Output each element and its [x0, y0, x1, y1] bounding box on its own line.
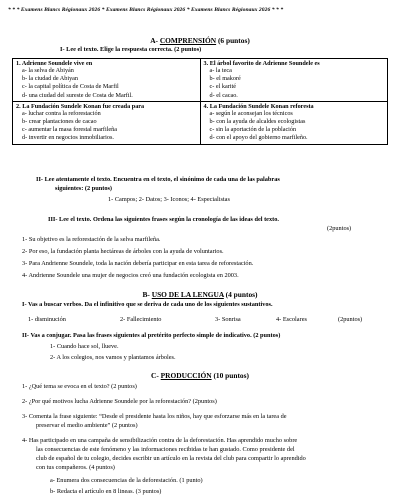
- production-question-3-line1: 3- Comenta la frase siguiente: “Desde el presidente hasta los niños, hay que esforzarse más en la tarea de: [22, 413, 287, 420]
- noun-2: 2- Fallecimiento: [120, 316, 162, 323]
- nouns-points: (2puntos): [338, 316, 363, 323]
- question-1-option-b[interactable]: b- la ciudad de Abiyan: [22, 75, 79, 83]
- section-b-part1-title: I- Vas a buscar verbos. Da el infinitivo que se deriva de cada uno de los siguientes sustantivos.: [22, 301, 273, 308]
- section-c-prefix: C-: [151, 371, 161, 380]
- section-a-part3-points: (2puntos): [327, 225, 352, 232]
- noun-4: 4- Escolares: [276, 316, 307, 323]
- question-1-option-c[interactable]: c- la capital política de Costa de Marfil: [22, 83, 119, 91]
- section-b-word: USO DE LA LENGUA: [151, 290, 224, 299]
- question-cell-3: [200, 59, 388, 102]
- question-1-text: 1. Adrienne Soundele vive en: [16, 60, 93, 67]
- section-a-word: COMPRENSIÓN: [159, 36, 217, 45]
- question-4-option-c[interactable]: c- sin la aportación de la población: [209, 126, 297, 134]
- question-2-option-d[interactable]: d- invertir en negocios inmobiliarios.: [22, 134, 114, 142]
- section-a-part2-line1: II- Lee atentamente el texto. Encuentra en el texto, el sinónimo de cada una de las palabras: [36, 176, 280, 183]
- conjugate-sentence-1: 1- Cuando hace sol, llueve.: [50, 343, 119, 350]
- question-3-option-d[interactable]: d- el cacao.: [209, 91, 238, 99]
- section-b-title: [0, 290, 400, 299]
- production-question-2: 2- ¿Por qué motivos lucha Adrienne Soundele por la reforestación? (2puntos): [22, 398, 217, 405]
- section-a-suffix: (6 puntos): [216, 36, 250, 45]
- exam-header-banner: * * * Examens Blancs Régionaux 2026 * Examens Blancs Régionaux 2026 * Examens Blancs Régionaux 2026 * * *: [8, 7, 284, 13]
- section-a-part1-title: I- Lee el texto. Elige la respuesta correcta. (2 puntos): [60, 46, 202, 53]
- section-b-suffix: (4 puntos): [223, 290, 258, 299]
- section-b-prefix: B-: [142, 290, 152, 299]
- question-4-option-d[interactable]: d- con el apoyo del gobierno marfileño.: [209, 134, 308, 142]
- section-c-title: [0, 371, 400, 380]
- question-3-option-b[interactable]: b- el makoré: [209, 75, 241, 83]
- question-2-option-b[interactable]: b- crear plantaciones de cacao: [22, 117, 97, 125]
- question-2-text: 2. La Fundación Sundele Konan fue creada para: [16, 102, 145, 110]
- order-item-4: 4- Andrienne Soundele una mujer de negocios creó una fundación ecologista en 2003.: [22, 272, 239, 279]
- question-3-option-c[interactable]: c- el karité: [209, 83, 236, 91]
- question-4-option-b[interactable]: b- con la ayuda de alcaldes ecologistas: [209, 117, 306, 125]
- production-question-4-line4: con tus compañeros. (4 puntos): [36, 464, 115, 471]
- production-question-3-line2: preservar el medio ambiente” (2 puntos): [36, 422, 138, 429]
- question-cell-1: [13, 59, 201, 102]
- order-item-2: 2- Por eso, la fundación planta hectáreas de árboles con la ayuda de voluntarios.: [22, 248, 224, 255]
- production-question-1: 1- ¿Qué tema se evoca en el texto? (2 puntos): [22, 383, 137, 390]
- question-cell-2: [13, 101, 201, 144]
- order-item-3: 3- Para Andrienne Soundele, toda la nación debería participar en esta tarea de reforestación.: [22, 260, 254, 267]
- noun-1: 1- disminución: [28, 316, 66, 323]
- section-c-suffix: (10 puntos): [211, 371, 249, 380]
- section-c-word: PRODUCCIÓN: [160, 371, 212, 380]
- conjugate-sentence-2: 2- A los colegios, nos vamos y plantamos árboles.: [50, 354, 176, 361]
- section-a-part3-title: III- Lee el texto. Ordena las siguientes frases según la cronología de las ideas del texto.: [48, 216, 279, 223]
- question-1-option-a[interactable]: a- la selva de Abiyán: [22, 67, 74, 74]
- production-question-4-line3: club de español de tu colegio, decides escribir un artículo en la revista del club para compartir lo aprendido: [36, 455, 306, 462]
- question-4-option-a[interactable]: a- según le aconsejan los técnicos: [209, 109, 293, 117]
- question-2-option-c[interactable]: c- aumentar la masa forestal marfileña: [22, 126, 117, 134]
- question-1-option-d[interactable]: d- una ciudad del sureste de Costa de Marfil.: [22, 91, 133, 99]
- question-2-option-a[interactable]: a- luchar contra la reforestación: [22, 109, 101, 117]
- section-a-part2-line2: siguientes: (2 puntos): [55, 185, 113, 192]
- section-b-part2-title: II- Vas a conjugar. Pasa las frases siguientes al pretérito perfecto simple de indicativo. (2 puntos): [22, 332, 281, 339]
- production-question-4-line1: 4- Has participado en una campaña de sensibilización contra de la deforestación. Has aprendido mucho sobre: [22, 437, 298, 444]
- question-4-text: 4. La Fundación Sundele Konan reforesta: [203, 102, 314, 110]
- production-question-4-line2: las consecuencias de este fenómeno y las informaciones recibidas te han gustado. Como presidente del: [36, 446, 295, 453]
- production-question-4-part-a: a- Enumera dos consecuencias de la deforestación. (1 punto): [50, 477, 203, 484]
- question-3-option-a[interactable]: a- la teca: [209, 67, 232, 74]
- section-a-synonym-words: 1- Campos; 2- Datos; 3- Iconos; 4- Especialistas: [108, 196, 230, 203]
- production-question-4-part-b: b- Redacta el artículo en 8 lineas. (3 puntos): [50, 488, 162, 495]
- question-cell-4: [200, 101, 388, 144]
- order-item-1: 1- Su objetivo es la reforestación de la selva marfileña.: [22, 236, 161, 243]
- section-a-prefix: A-: [150, 36, 160, 45]
- question-3-text: 3. El árbol favorito de Adrienne Soundele es: [203, 60, 320, 67]
- section-a-title: [0, 36, 400, 45]
- questions-table: [12, 58, 388, 145]
- noun-3: 3- Sonrisa: [215, 316, 241, 323]
